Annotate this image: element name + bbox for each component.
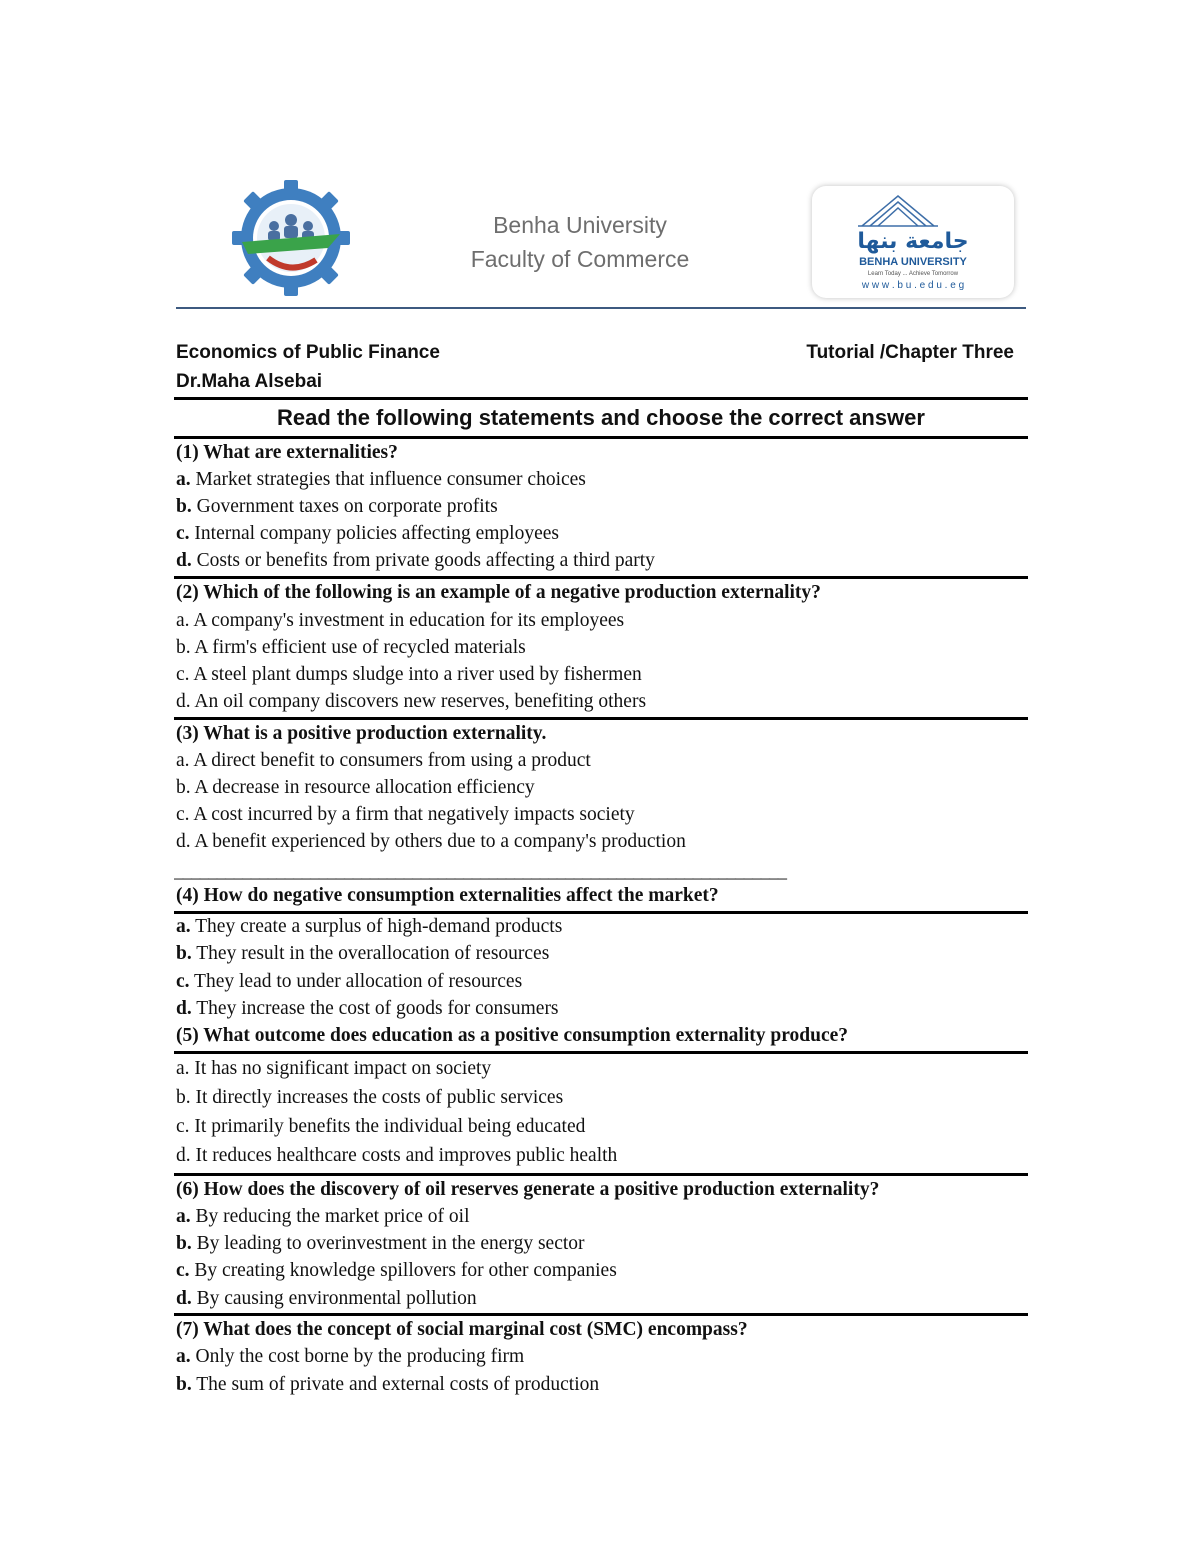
question-6: (6) How does the discovery of oil reserves generate a positive production externality? [176,1179,880,1200]
faculty-of-commerce-logo [208,178,374,298]
option-text: Government taxes on corporate profits [191,496,498,517]
rule [174,397,1028,400]
question-1: (1) What are externalities? [176,442,398,463]
q2-option-b: b. A firm's efficient use of recycled materials [176,637,526,658]
q4-option-b [176,943,549,965]
rule [174,436,1028,439]
q6-option-b [176,1233,585,1255]
q5-option-a: a. It has no significant impact on society [176,1058,492,1079]
option-text: By causing environmental pollution [191,1288,477,1309]
rule [174,1173,1028,1176]
option-text: Costs or benefits from private goods affecting a third party [191,550,655,571]
q2-option-c: c. A steel plant dumps sludge into a river used by fishermen [176,664,642,685]
option-letter: a. [176,469,191,490]
option-text: By creating knowledge spillovers for other companies [189,1260,617,1281]
option-letter: a. [176,1346,191,1367]
q2-option-a: a. A company's investment in education for its employees [176,610,625,631]
q7-option-a [176,1346,524,1368]
option-text: They result in the overallocation of resources [191,943,550,964]
tutorial-label: Tutorial /Chapter Three [806,342,1014,363]
instructions-heading: Read the following statements and choose the correct answer [277,405,925,430]
option-text: Internal company policies affecting employees [189,523,559,544]
logo-arabic-text: جامعة بنها [857,229,969,254]
question-5: (5) What outcome does education as a positive consumption externality produce? [176,1025,849,1046]
q5-option-d: d. It reduces healthcare costs and improves public health [176,1145,618,1166]
instructor-name: Dr.Maha Alsebai [176,371,323,392]
option-letter: d. [176,550,192,571]
dashed-separator: ________________________________________________________________________ [174,861,786,882]
option-letter: a. [176,1206,191,1227]
option-letter: b. [176,1374,192,1395]
logo-english-text: BENHA UNIVERSITY [859,256,967,268]
option-text: By leading to overinvestment in the energy sector [191,1233,585,1254]
q6-option-a [176,1206,470,1228]
rule [174,1313,1028,1316]
option-letter: b. [176,1233,192,1254]
option-text: Only the cost borne by the producing firm [190,1346,525,1367]
q6-option-d [176,1288,477,1310]
option-letter: c. [176,971,190,992]
option-text: They create a surplus of high-demand products [190,916,563,937]
option-letter: d. [176,1288,192,1309]
course-title: Economics of Public Finance [176,342,440,363]
option-letter: b. [176,496,192,517]
q1-option-c [176,523,559,545]
logo-tagline: Learn Today ... Achieve Tomorrow [867,271,959,277]
question-3: (3) What is a positive production externality. [176,723,547,744]
q3-option-b: b. A decrease in resource allocation efficiency [176,777,535,798]
rule [174,717,1028,720]
q3-option-d: d. A benefit experienced by others due to a company's production [176,831,686,852]
university-name: Benha University [493,212,667,238]
logo-url: w w w . b u . e d u . e g [861,280,965,291]
q6-option-c [176,1260,617,1282]
header-divider [176,307,1026,309]
option-letter: c. [176,523,190,544]
option-text: They lead to under allocation of resources [189,971,523,992]
benha-university-logo [812,186,1014,298]
option-letter: a. [176,916,191,937]
q4-option-d [176,998,559,1020]
q1-option-b [176,496,498,518]
q2-option-d: d. An oil company discovers new reserves, benefiting others [176,691,647,712]
rule [174,1051,1028,1054]
question-2: (2) Which of the following is an example of a negative production externality? [176,582,821,603]
q4-option-a [176,916,562,938]
rule [174,911,1028,914]
q5-option-c: c. It primarily benefits the individual being educated [176,1116,586,1137]
question-4: (4) How do negative consumption externalities affect the market? [176,885,719,906]
faculty-name: Faculty of Commerce [470,246,690,272]
q1-option-a [176,469,586,491]
option-letter: d. [176,998,192,1019]
option-letter: c. [176,1260,190,1281]
option-letter: b. [176,943,192,964]
q3-option-c: c. A cost incurred by a firm that negatively impacts society [176,804,635,825]
q4-option-c [176,971,522,993]
q5-option-b: b. It directly increases the costs of public services [176,1087,564,1108]
question-7: (7) What does the concept of social marginal cost (SMC) encompass? [176,1319,748,1340]
option-text: By reducing the market price of oil [190,1206,470,1227]
q3-option-a: a. A direct benefit to consumers from using a product [176,750,591,771]
rule [174,576,1028,579]
option-text: The sum of private and external costs of production [191,1374,600,1395]
q1-option-d [176,550,655,572]
option-text: They increase the cost of goods for consumers [191,998,559,1019]
option-text: Market strategies that influence consumer choices [190,469,586,490]
q7-option-b [176,1374,599,1396]
